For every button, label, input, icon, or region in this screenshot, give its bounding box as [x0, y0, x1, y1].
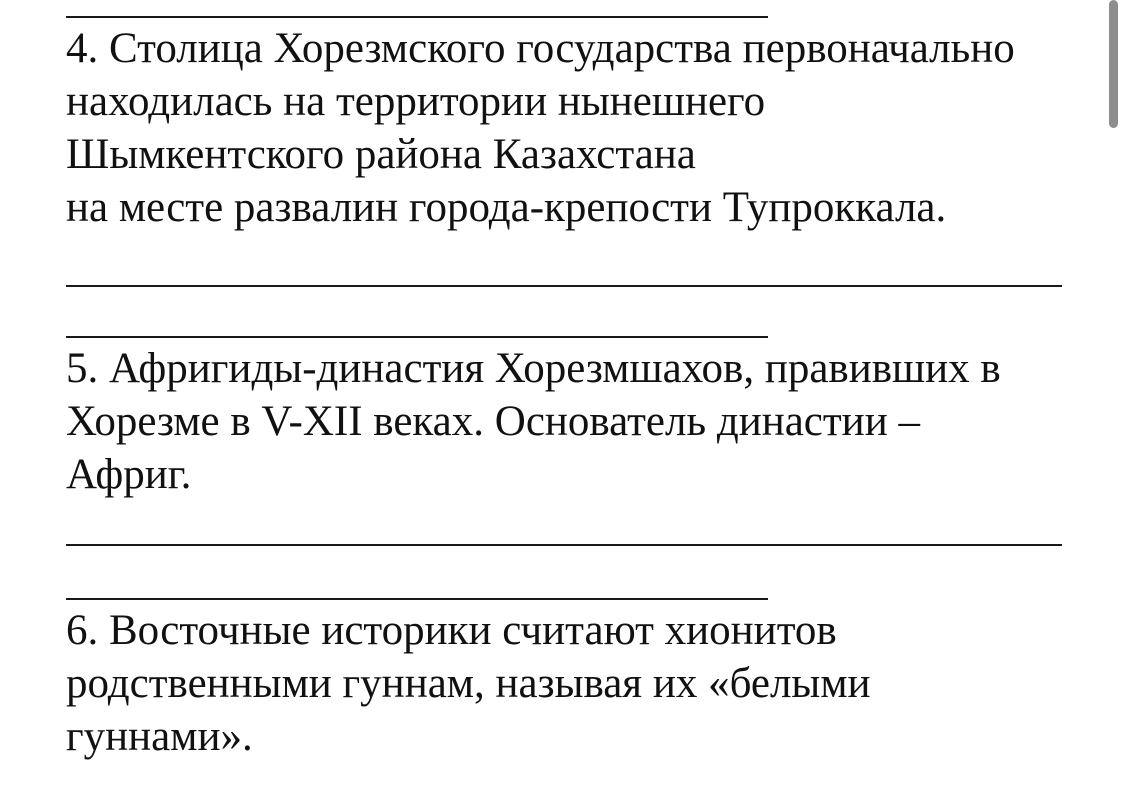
statement-6-line-2: родственными гуннам, называя их «белыми [66, 660, 871, 707]
statement-6-line-3: гуннами». [66, 713, 253, 760]
statement-4-line-3: Шымкентского района Казахстана [66, 131, 696, 178]
scrollbar-thumb[interactable] [1109, 0, 1118, 128]
statement-4-line-4: на месте развалин города-крепости Тупроккала. [66, 184, 947, 231]
answer-line [66, 285, 1062, 287]
answer-line [66, 16, 768, 18]
statement-4 [66, 22, 1086, 234]
statement-5-line-3: Африг. [66, 451, 192, 498]
vertical-scrollbar[interactable] [1102, 0, 1122, 796]
answer-line [66, 336, 768, 338]
statement-5 [66, 342, 1086, 501]
answer-line [66, 598, 768, 600]
statement-6 [66, 604, 1086, 763]
answer-line [66, 544, 1062, 546]
statement-4-line-1: 4. Столица Хорезмского государства первоначально [66, 25, 1015, 72]
statement-4-line-2: находилась на территории нынешнего [66, 78, 766, 125]
statement-5-line-1: 5. Афригиды-династия Хорезмшахов, правивших в [66, 345, 1001, 392]
statement-5-line-2: Хорезме в V-XII веках. Основатель династии – [66, 398, 920, 445]
statement-6-line-1: 6. Восточные историки считают хионитов [66, 607, 837, 654]
